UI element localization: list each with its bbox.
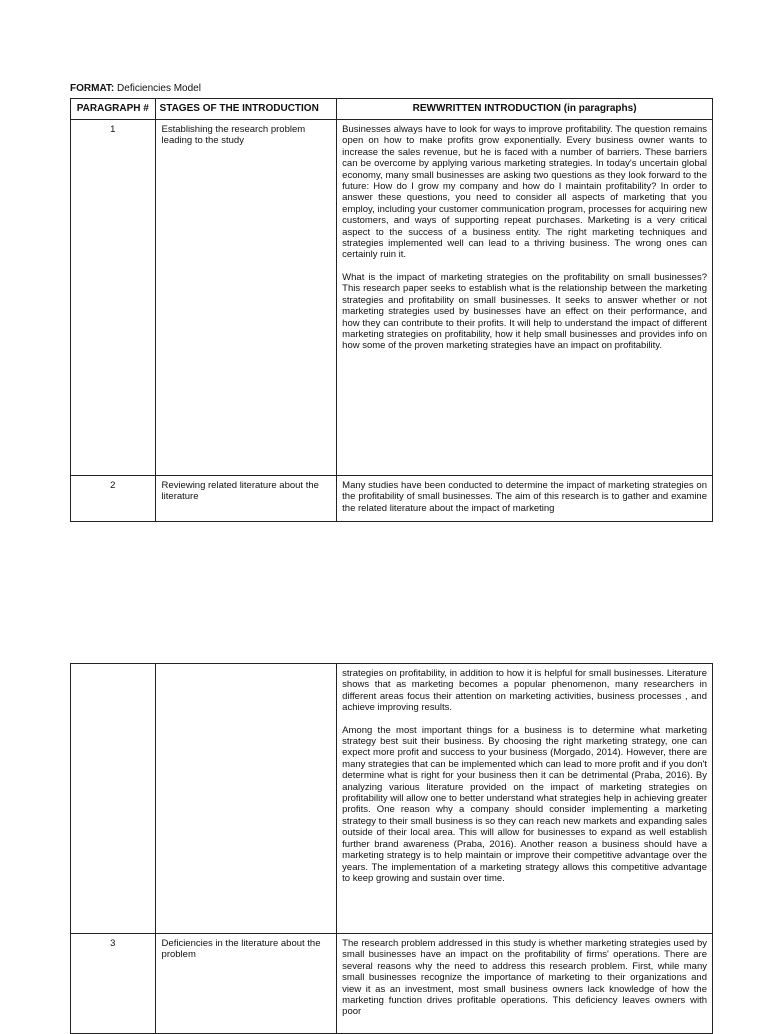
format-value: Deficiencies Model xyxy=(117,83,201,94)
stage-label: Deficiencies in the literature about the problem xyxy=(155,934,337,1034)
paragraph: The research problem addressed in this study is whether marketing strategies used by small businesses have an impact on the profitability of firms' operations. There are several reasons why the need to address this research problem. First, while many small businesses recognize the importance of marketing to their organizations and view it as an investment, most small business owners lack knowledge of how the marketing function drives profitable operations. This deficiency leaves owners with poor xyxy=(342,938,707,1018)
format-label: FORMAT: xyxy=(70,83,115,94)
introduction-text xyxy=(337,664,713,934)
paragraph: What is the impact of marketing strategies on the profitability on small businesses? This research paper seeks to establish what is the relationship between the marketing strategies and profitability on small businesses. It seeks to answer whether or not marketing strategies used by businesses have an effect on their performance, and how they can contribute to their profits. It will help to understand the impact of different marketing strategies on profitability, how it help small businesses and provides info on how some of the proven marketing strategies have an impact on profitability. xyxy=(342,271,707,352)
table-row xyxy=(71,120,713,476)
introduction-table-continued xyxy=(70,663,713,1034)
stage-label: Reviewing related literature about the literature xyxy=(155,476,337,522)
stage-label: Establishing the research problem leading to the study xyxy=(155,120,337,476)
header-paragraph-number: PARAGRAPH # xyxy=(71,99,156,120)
paragraph: Many studies have been conducted to determine the impact of marketing strategies on the profitability of small businesses. The aim of this research is to gather and examine the related literature about the impact of marketing xyxy=(342,480,707,514)
paragraph: Businesses always have to look for ways to improve profitability. The question remains open on how to make profits grow exponentially. Every business owner wants to increase the sales revenue, but he is faced with a number of barriers. These barriers can be overcome by applying various marketing strategies. In today's uncertain global economy, many small businesses are asking two questions as they look forward to the future: How do I grow my company and how do I maintain profitability? In order to answer these questions, you need to consider all aspects of marketing that you employ, including your customer communication program, processes for acquiring new customers, and ways of supporting repeat purchases. Marketing is a very critical aspect to the success of a business entity. The right marketing techniques and strategies implemented well can lead to a thriving business. The wrong ones can certainly ruin it. xyxy=(342,124,707,261)
introduction-text xyxy=(337,934,713,1034)
introduction-table xyxy=(70,98,713,522)
introduction-text xyxy=(337,120,713,476)
table-header-row xyxy=(71,99,713,120)
header-rewritten-introduction: REWWRITTEN INTRODUCTION (in paragraphs) xyxy=(337,99,713,120)
paragraph: Among the most important things for a business is to determine what marketing strategy best suit their business. By choosing the right marketing strategy, one can expect more profit and success to your business (Morgado, 2014). However, there are many strategies that can be implemented which can lead to more profit and if you don't determine what is right for your business then it can be detrimental (Praba, 2016). By analyzing various literature provided on the impact of marketing strategies on profitability will allow one to better understand what strategies help in achieving greater profits. One reason why a company should consider implementing a marketing strategy to their small business is so they can reach new markets and expanding sales outside of their local area. This will allow for businesses to expand as well establish further brand awareness (Praba, 2016). Another reason a business should have a marketing strategy is to help maintain or improve their competitive advantage over the years. The implementation of a marketing strategy allows this competitive advantage to keep growing and sustain over time. xyxy=(342,724,707,884)
paragraph-number: 3 xyxy=(71,934,156,1034)
introduction-text xyxy=(337,476,713,522)
paragraph: strategies on profitability, in addition to how it is helpful for small businesses. Literature shows that as marketing becomes a popular phenomenon, many researchers in different areas focus their attention on marketing activities, business processes , and achieve improving results. xyxy=(342,668,707,714)
table-row xyxy=(71,476,713,522)
paragraph-number: 1 xyxy=(71,120,156,476)
paragraph-number: 2 xyxy=(71,476,156,522)
empty-cell xyxy=(155,664,337,934)
header-stages: STAGES OF THE INTRODUCTION xyxy=(155,99,337,120)
table-row xyxy=(71,934,713,1034)
table-row xyxy=(71,664,713,934)
format-line xyxy=(70,83,201,95)
empty-cell xyxy=(71,664,156,934)
